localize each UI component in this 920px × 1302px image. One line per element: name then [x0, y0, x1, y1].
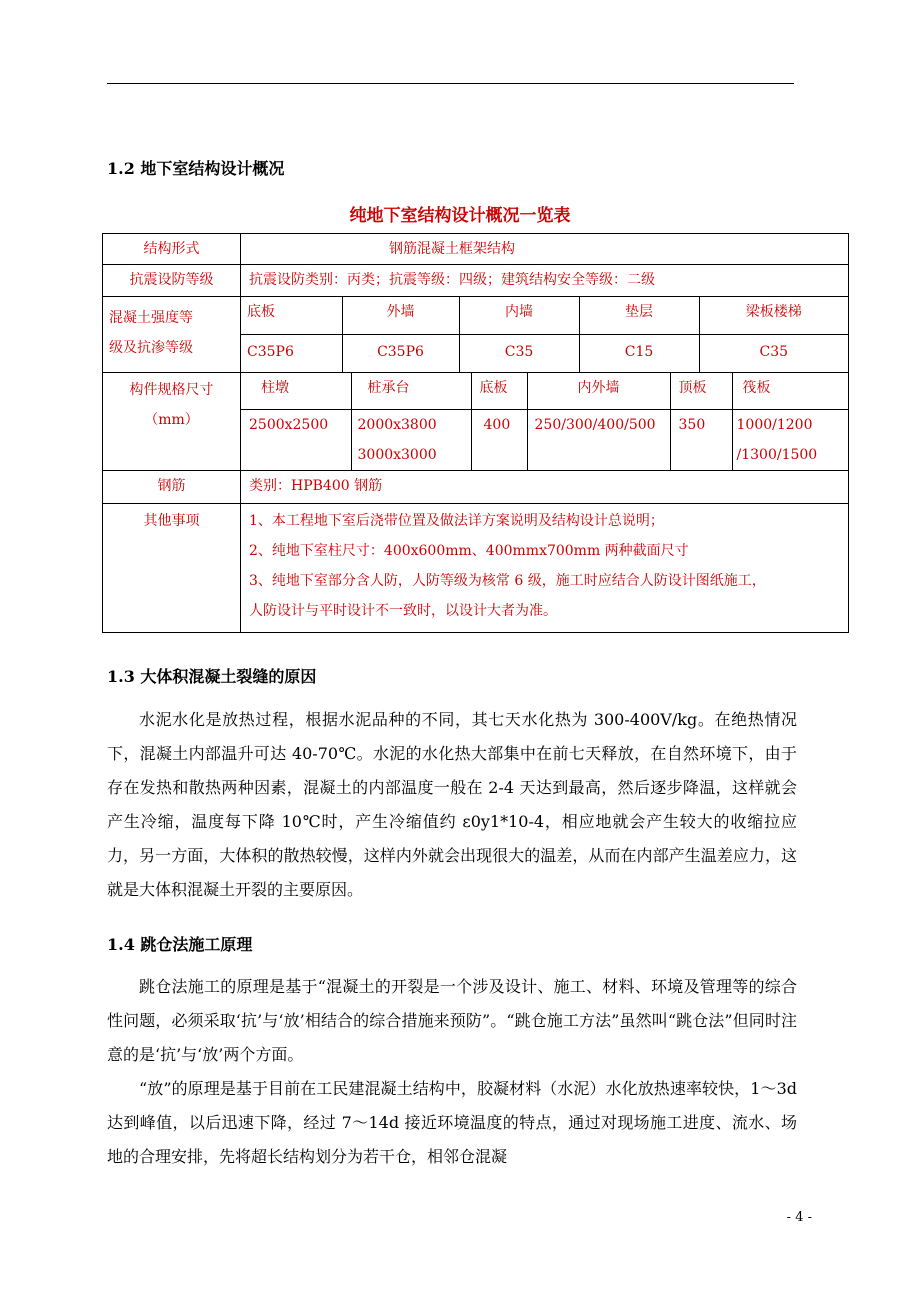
other-note-line: 3、纯地下室部分含人防，人防等级为核常 6 级，施工时应结合人防设计图纸施工， [249, 572, 766, 589]
concrete-header: 底板 [247, 304, 275, 320]
concrete-grade-subtable [241, 297, 848, 372]
structure-form-value: 钢筋混凝土框架结构 [389, 241, 515, 257]
concrete-value: C35P6 [241, 334, 342, 372]
table-caption: 纯地下室结构设计概况一览表 [349, 206, 571, 226]
concrete-header: 外墙 [342, 297, 459, 334]
row-label-rebar: 钢筋 [103, 470, 241, 503]
concrete-value: C35 [699, 334, 848, 372]
other-note-line: 人防设计与平时设计不一致时，以设计大者为准。 [249, 602, 557, 619]
member-size-value: 350 [670, 409, 732, 470]
row-label-concrete: 混凝土强度等 级及抗渗等级 [103, 297, 241, 373]
row-label-seismic: 抗震设防等级 [103, 265, 241, 297]
concrete-value: C15 [579, 334, 699, 372]
member-size-subtable [241, 373, 848, 470]
header-rule [107, 83, 794, 84]
member-size-value: 2500x2500 [241, 409, 351, 470]
section-heading-1-4: 1.4 跳仓法施工原理 [107, 935, 253, 954]
member-size-value: 2000x3800 3000x3000 [351, 409, 471, 470]
concrete-header: 内墙 [459, 297, 579, 334]
row-label-structure-form: 结构形式 [103, 234, 241, 265]
page-number: - 4 - [786, 1210, 812, 1225]
member-size-value: 1000/1200 /1300/1500 [732, 409, 848, 470]
member-size-value: 400 [471, 409, 527, 470]
seismic-value-cell [241, 265, 849, 297]
seismic-value: 抗震设防类别：丙类；抗震等级：四级；建筑结构安全等级：二级 [249, 272, 655, 288]
structure-form-value-cell [241, 234, 849, 265]
member-size-header: 筏板 [732, 373, 848, 409]
section-1-3-paragraph: 水泥水化是放热过程，根据水泥品种的不同，其七天水化热为 300-400V/kg。在绝热情况下，混凝土内部温升可达 40-70℃。水泥的水化热大部集中在前七天释放，在自然环境下，由于存在发热和散热两种因素，混凝土的内部温度一般在 2-4 天达到最高，然后逐步降温，这样就会产生冷缩，温度每下降 10℃时，产生冷缩值约 ε0y1*10-4，相应地就会产生较大的收缩拉应力，另一方面，大体积的散热较慢，这样内外就会出现很大的温差，从而在内部产生温差应力，这就是大体积混凝土开裂的主要原因。 [107, 710, 797, 899]
other-note-line: 1、本工程地下室后浇带位置及做法详方案说明及结构设计总说明； [249, 512, 664, 529]
row-label-other: 其他事项 [103, 503, 241, 632]
section-1-4-paragraph-2: “放”的原理是基于目前在工民建混凝土结构中，胶凝材料（水泥）水化放热速率较快，1～3d 达到峰值，以后迅速下降，经过 7～14d 接近环境温度的特点，通过对现场施工进度、流水、场地的合理安排，先将超长结构划分为若干仓，相邻仓混凝 [107, 1079, 797, 1166]
concrete-value: C35 [459, 334, 579, 372]
member-size-header: 底板 [471, 373, 527, 409]
rebar-value: 类别：HPB400 钢筋 [249, 477, 383, 494]
row-label-member-size: 构件规格尺寸 （mm） [103, 373, 241, 471]
section-heading-1-3: 1.3 大体积混凝土裂缝的原因 [107, 667, 317, 686]
rebar-value-cell [241, 470, 849, 503]
concrete-grade-cell [241, 297, 849, 373]
structure-summary-table [102, 233, 849, 633]
other-note-line: 2、纯地下室柱尺寸：400x600mm、400mmx700mm 两种截面尺寸 [249, 542, 689, 559]
member-size-header: 桩承台 [351, 373, 471, 409]
member-size-header: 顶板 [670, 373, 732, 409]
member-size-cell [241, 373, 849, 471]
concrete-header: 垫层 [579, 297, 699, 334]
concrete-header: 梁板楼梯 [699, 297, 848, 334]
section-1-4-paragraph-1: 跳仓法施工的原理是基于“混凝土的开裂是一个涉及设计、施工、材料、环境及管理等的综合性问题，必须采取‘抗’与‘放’相结合的综合措施来预防”。“跳仓施工方法”虽然叫“跳仓法”但同时注意的是‘抗’与‘放’两个方面。 [107, 977, 797, 1064]
member-size-value: 250/300/400/500 [527, 409, 670, 470]
section-heading-1-2: 1.2 地下室结构设计概况 [107, 159, 285, 178]
other-notes-cell [241, 503, 849, 632]
member-size-header: 柱墩 [261, 380, 289, 396]
member-size-header: 内外墙 [527, 373, 670, 409]
concrete-value: C35P6 [342, 334, 459, 372]
